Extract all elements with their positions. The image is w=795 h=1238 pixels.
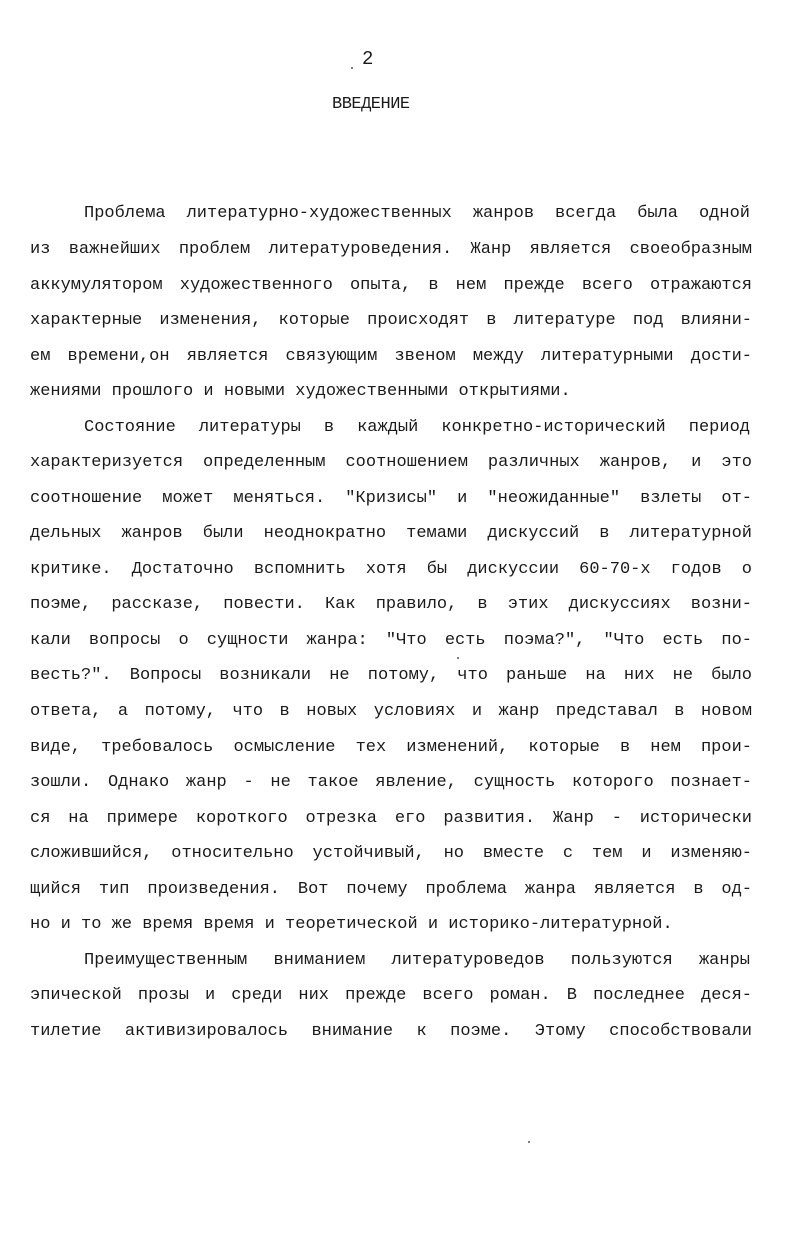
text-line: дельных жанров были неоднократно темами дискуссий в литературной bbox=[30, 524, 752, 543]
text-line: щийся тип произведения. Вот почему проблема жанра является в од- bbox=[30, 880, 752, 899]
page-number: 2 bbox=[362, 48, 374, 70]
text-line: характерные изменения, которые происходят в литературе под влияни- bbox=[30, 311, 752, 330]
text-line: зошли. Однако жанр - не такое явление, сущность которого познает- bbox=[30, 773, 752, 792]
text-line: из важнейших проблем литературоведения. Жанр является своеобразным bbox=[30, 240, 752, 259]
scan-speck bbox=[457, 657, 459, 659]
text-line: ся на примере короткого отрезка его развития. Жанр - исторически bbox=[30, 809, 752, 828]
text-line: критике. Достаточно вспомнить хотя бы дискуссии 60-70-х годов о bbox=[30, 560, 752, 579]
text-line: соотношение может меняться. "Кризисы" и "неожиданные" взлеты от- bbox=[30, 489, 752, 508]
text-line: Проблема литературно-художественных жанров всегда была одной bbox=[84, 204, 750, 223]
text-line: Преимущественным вниманием литературоведов пользуются жанры bbox=[84, 951, 750, 970]
text-line: сложившийся, относительно устойчивый, но вместе с тем и изменяю- bbox=[30, 844, 752, 863]
text-line: ем времени,он является связующим звеном между литературными дости- bbox=[30, 347, 752, 366]
scan-speck bbox=[351, 67, 353, 69]
text-line: Состояние литературы в каждый конкретно-исторический период bbox=[84, 418, 750, 437]
text-line: виде, требовалось осмысление тех изменений, которые в нем прои- bbox=[30, 738, 752, 757]
text-line: но и то же время время и теоретической и историко-литературной. bbox=[30, 915, 673, 934]
text-line: характеризуется определенным соотношением различных жанров, и это bbox=[30, 453, 752, 472]
text-line: аккумулятором художественного опыта, в нем прежде всего отражаются bbox=[30, 276, 752, 295]
text-line: весть?". Вопросы возникали не потому, что раньше на них не было bbox=[30, 666, 752, 685]
text-line: эпической прозы и среди них прежде всего роман. В последнее деся- bbox=[30, 986, 752, 1005]
text-line: поэме, рассказе, повести. Как правило, в этих дискуссиях возни- bbox=[30, 595, 752, 614]
page-title: ВВЕДЕНИЕ bbox=[332, 95, 410, 114]
text-line: ответа, а потому, что в новых условиях и жанр представал в новом bbox=[30, 702, 752, 721]
text-line: кали вопросы о сущности жанра: "Что есть поэма?", "Что есть по- bbox=[30, 631, 752, 650]
text-line: тилетие активизировалось внимание к поэме. Этому способствовали bbox=[30, 1022, 752, 1041]
text-line: жениями прошлого и новыми художественными открытиями. bbox=[30, 382, 571, 401]
scan-speck bbox=[528, 1141, 530, 1143]
